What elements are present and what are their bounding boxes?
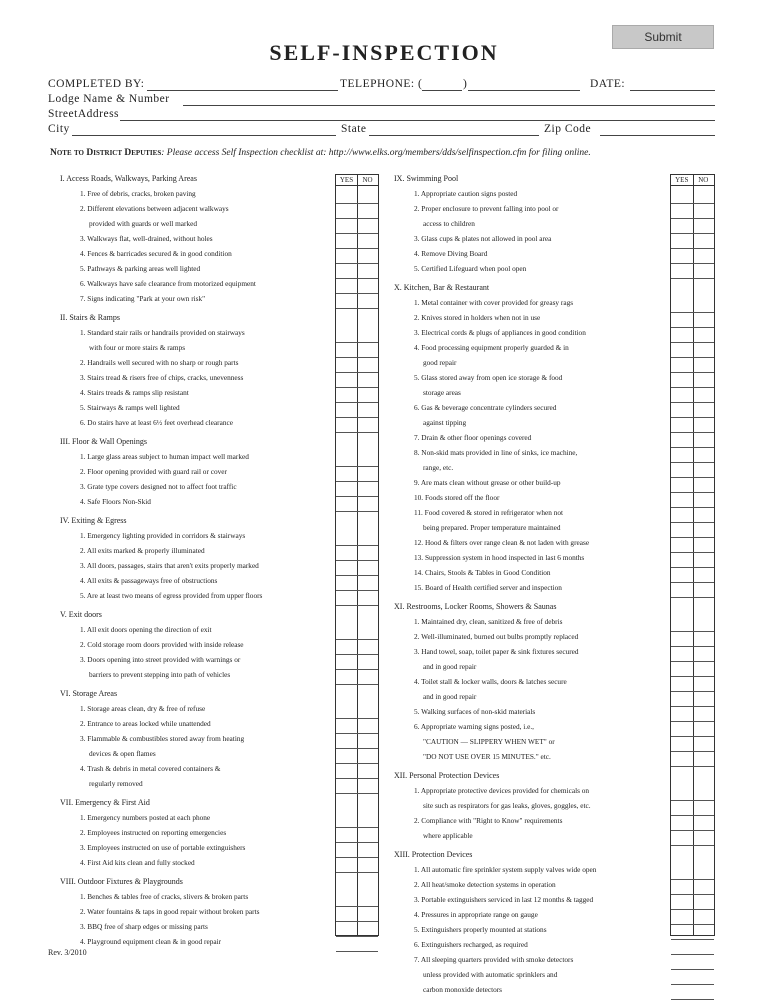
checklist-item: 3. Employees instructed on use of portable extinguishers xyxy=(80,843,246,852)
checklist-item: 11. Food covered & stored in refrigerator when not xyxy=(414,508,564,517)
checklist-item: 3. Grate type covers designed not to affect foot traffic xyxy=(80,482,237,491)
checklist-item: 3. Doors opening into street provided with warnings or xyxy=(80,655,241,664)
grid-row-line xyxy=(671,447,714,448)
lodge-label: Lodge Name & Number xyxy=(48,93,170,105)
grid-row-line xyxy=(336,342,378,343)
checklist-item: 6. Do stairs have at least 6½ feet overhead clearance xyxy=(80,418,233,427)
grid-row-line xyxy=(336,481,378,482)
grid-row-line xyxy=(671,691,714,692)
checklist-item-continued: unless provided with automatic sprinklers and xyxy=(423,970,558,979)
checklist-item: 4. Trash & debris in metal covered containers & xyxy=(80,764,221,773)
checklist-item-continued: regularly removed xyxy=(89,779,143,788)
checklist-item: 2. All heat/smoke detection systems in operation xyxy=(414,880,556,889)
section-title: VIII. Outdoor Fixtures & Playgrounds xyxy=(60,877,183,886)
grid-row-line xyxy=(671,537,714,538)
grid-row-line xyxy=(671,327,714,328)
grid-row-line xyxy=(671,248,714,249)
checklist-item: 6. Walkways have safe clearance from motorized equipment xyxy=(80,279,256,288)
checklist-item: 5. Stairways & ramps well lighted xyxy=(80,403,180,412)
checklist-item: 5. Extinguishers properly mounted at stations xyxy=(414,925,547,934)
checklist-item: 2. Compliance with "Right to Know" requirements xyxy=(414,816,563,825)
grid-row-line xyxy=(671,597,714,598)
grid-row-line xyxy=(336,872,378,873)
completed-by-label: COMPLETED BY: xyxy=(48,78,145,90)
grid-row-line xyxy=(671,263,714,264)
grid-row-line xyxy=(671,954,714,955)
grid-row-line xyxy=(671,845,714,846)
grid-row-line xyxy=(336,605,378,606)
checklist-item: 4. Toilet stall & locker walls, doors & latches secure xyxy=(414,677,567,686)
grid-row-line xyxy=(671,939,714,940)
grid-row-line xyxy=(671,969,714,970)
state-field[interactable] xyxy=(369,135,539,136)
lodge-field[interactable] xyxy=(183,105,715,106)
city-field[interactable] xyxy=(72,135,336,136)
checklist-item-continued: and in good repair xyxy=(423,692,477,701)
checklist-item: 4. Food processing equipment properly guarded & in xyxy=(414,343,569,352)
grid-row-line xyxy=(336,278,378,279)
note-text: : Please access Self Inspection checklist at: http://www.elks.org/members/dds/selfinspection.cfm for filing online. xyxy=(161,148,591,158)
grid-row-line xyxy=(336,921,378,922)
checklist-item: 1. Benches & tables free of cracks, slivers & broken parts xyxy=(80,892,249,901)
checklist-item-continued: being prepared. Proper temperature maintained xyxy=(423,523,561,532)
checklist-item: 5. Certified Lifeguard when pool open xyxy=(414,264,527,273)
grid-row-line xyxy=(671,233,714,234)
checklist-item: 4. First Aid kits clean and fully stocked xyxy=(80,858,195,867)
grid-row-line xyxy=(336,496,378,497)
section-title: V. Exit doors xyxy=(60,610,102,619)
grid-row-line xyxy=(336,906,378,907)
grid-row-line xyxy=(336,560,378,561)
grid-row-line xyxy=(671,203,714,204)
checklist-item-continued: against tipping xyxy=(423,418,467,427)
section-title: II. Stairs & Ramps xyxy=(60,313,120,322)
checklist-item: 4. Safe Floors Non-Skid xyxy=(80,497,151,506)
section-title: VII. Emergency & First Aid xyxy=(60,798,150,807)
checklist-item: 1. Appropriate protective devices provided for chemicals on xyxy=(414,786,590,795)
section-title: XIII. Protection Devices xyxy=(394,850,473,859)
checklist-item-continued: range, etc. xyxy=(423,463,454,472)
grid-row-line xyxy=(336,778,378,779)
checklist-item: 3. Hand towel, soap, toilet paper & sink fixtures secured xyxy=(414,647,579,656)
grid-row-line xyxy=(671,582,714,583)
checklist-item: 4. Playground equipment clean & in good repair xyxy=(80,937,222,946)
checklist-item-continued: good repair xyxy=(423,358,457,367)
grid-row-line xyxy=(336,248,378,249)
checklist-item: 1. Metal container with cover provided for greasy rags xyxy=(414,298,574,307)
section-title: I. Access Roads, Walkways, Parking Areas xyxy=(60,174,197,183)
no-header: NO xyxy=(362,176,373,184)
grid-row-line xyxy=(671,736,714,737)
grid-row-line xyxy=(671,342,714,343)
grid-row-line xyxy=(336,402,378,403)
grid-divider xyxy=(693,175,694,935)
checklist-item: 7. Signs indicating "Park at your own risk" xyxy=(80,294,206,303)
telephone-area-field[interactable] xyxy=(422,90,462,91)
district-deputies-note xyxy=(50,148,591,158)
checklist-item: 5. Pathways & parking areas well lighted xyxy=(80,264,201,273)
grid-row-line xyxy=(671,815,714,816)
grid-row-line xyxy=(671,706,714,707)
checklist-item: 5. Glass stored away from open ice storage & food xyxy=(414,373,563,382)
grid-row-line xyxy=(336,763,378,764)
section-title: VI. Storage Areas xyxy=(60,689,118,698)
grid-row-line xyxy=(336,842,378,843)
date-label: DATE: xyxy=(590,78,626,90)
grid-row-line xyxy=(671,218,714,219)
checklist-item-continued: storage areas xyxy=(423,388,461,397)
checklist-item: 3. All doors, passages, stairs that aren't exits properly marked xyxy=(80,561,259,570)
section-title: XI. Restrooms, Locker Rooms, Showers & Saunas xyxy=(394,602,557,611)
grid-row-line xyxy=(336,669,378,670)
no-header: NO xyxy=(698,176,709,184)
checklist-item: 1. Emergency numbers posted at each phone xyxy=(80,813,211,822)
grid-row-line xyxy=(671,278,714,279)
grid-row-line xyxy=(336,293,378,294)
checklist-item: 3. Flammable & combustibles stored away from heating xyxy=(80,734,245,743)
grid-row-line xyxy=(671,387,714,388)
grid-row-line xyxy=(336,357,378,358)
grid-row-line xyxy=(671,766,714,767)
section-title: IX. Swimming Pool xyxy=(394,174,459,183)
zip-label: Zip Code xyxy=(544,123,592,135)
right-yes-no-grid[interactable] xyxy=(670,174,715,936)
checklist-item-continued: provided with guards or well marked xyxy=(89,219,198,228)
grid-row-line xyxy=(336,718,378,719)
grid-row-line xyxy=(671,462,714,463)
grid-row-line xyxy=(336,203,378,204)
grid-row-line xyxy=(336,857,378,858)
checklist-item: 4. Pressures in appropriate range on gauge xyxy=(414,910,538,919)
checklist-item: 1. Maintained dry, clean, sanitized & free of debris xyxy=(414,617,563,626)
grid-row-line xyxy=(671,312,714,313)
grid-row-line xyxy=(336,417,378,418)
grid-row-line xyxy=(671,492,714,493)
checklist-item: 2. Employees instructed on reporting emergencies xyxy=(80,828,227,837)
checklist-item: 3. Glass cups & plates not allowed in pool area xyxy=(414,234,552,243)
grid-row-line xyxy=(336,387,378,388)
grid-row-line xyxy=(336,590,378,591)
checklist-item: 1. All exit doors opening the direction of exit xyxy=(80,625,212,634)
checklist-item: 2. Cold storage room doors provided with inside release xyxy=(80,640,244,649)
checklist-item: 2. Handrails well secured with no sharp or rough parts xyxy=(80,358,239,367)
grid-row-line xyxy=(671,984,714,985)
checklist-item: 5. Are at least two means of egress provided from upper floors xyxy=(80,591,263,600)
grid-row-line xyxy=(671,661,714,662)
grid-row-line xyxy=(671,417,714,418)
grid-row-line xyxy=(336,432,378,433)
checklist-item: 6. Appropriate warning signs posted, i.e., xyxy=(414,722,534,731)
grid-row-line xyxy=(671,646,714,647)
checklist-item: 2. Entrance to areas locked while unattended xyxy=(80,719,211,728)
checklist-item: 3. Portable extinguishers serviced in last 12 months & tagged xyxy=(414,895,594,904)
checklist-item-continued: access to children xyxy=(423,219,475,228)
grid-row-line xyxy=(671,676,714,677)
grid-row-line xyxy=(336,511,378,512)
grid-row-line xyxy=(336,218,378,219)
left-yes-no-grid[interactable] xyxy=(335,174,379,936)
checklist-item-continued: devices & open flames xyxy=(89,749,156,758)
street-field[interactable] xyxy=(120,120,715,121)
checklist-item: 7. All sleeping quarters provided with smoke detectors xyxy=(414,955,574,964)
checklist-item: 4. All exits & passageways free of obstructions xyxy=(80,576,218,585)
grid-row-line xyxy=(336,639,378,640)
checklist-item-continued: "DO NOT USE OVER 15 MINUTES." etc. xyxy=(423,752,551,761)
grid-row-line xyxy=(671,507,714,508)
telephone-label: TELEPHONE: ( xyxy=(340,78,423,90)
checklist-item: 1. Emergency lighting provided in corridors & stairways xyxy=(80,531,246,540)
checklist-item-continued: with four or more stairs & ramps xyxy=(89,343,186,352)
grid-row-line xyxy=(671,357,714,358)
grid-row-line xyxy=(336,793,378,794)
checklist-item: 1. Storage areas clean, dry & free of refuse xyxy=(80,704,206,713)
checklist-item: 2. Different elevations between adjacent walkways xyxy=(80,204,229,213)
grid-row-line xyxy=(671,721,714,722)
checklist-item: 4. Fences & barricades secured & in good condition xyxy=(80,249,232,258)
checklist-item: 4. Stairs treads & ramps slip resistant xyxy=(80,388,189,397)
grid-row-line xyxy=(671,830,714,831)
checklist-item: 2. All exits marked & properly illuminated xyxy=(80,546,205,555)
grid-row-line xyxy=(336,748,378,749)
grid-row-line xyxy=(671,402,714,403)
grid-row-line xyxy=(671,800,714,801)
section-title: III. Floor & Wall Openings xyxy=(60,437,147,446)
checklist-item: 2. Well-illuminated, burned out bulbs promptly replaced xyxy=(414,632,579,641)
checklist-item: 1. Free of debris, cracks, broken paving xyxy=(80,189,196,198)
checklist-item: 13. Suppression system in hood inspected in last 6 months xyxy=(414,553,585,562)
checklist-item: 2. Knives stored in holders when not in use xyxy=(414,313,541,322)
grid-row-line xyxy=(671,924,714,925)
zip-field[interactable] xyxy=(600,135,715,136)
grid-row-line xyxy=(671,751,714,752)
grid-row-line xyxy=(336,684,378,685)
grid-row-line xyxy=(671,631,714,632)
checklist-item-continued: "CAUTION — SLIPPERY WHEN WET" or xyxy=(423,737,555,746)
grid-row-line xyxy=(336,233,378,234)
checklist-item-continued: carbon monoxide detectors xyxy=(423,985,503,994)
checklist-item: 4. Remove Diving Board xyxy=(414,249,488,258)
note-label: Note to District Deputies xyxy=(50,148,162,158)
completed-by-field[interactable] xyxy=(147,90,338,91)
city-label: City xyxy=(48,123,70,135)
grid-row-line xyxy=(671,522,714,523)
grid-row-line xyxy=(336,263,378,264)
grid-row-line xyxy=(336,575,378,576)
state-label: State xyxy=(341,123,367,135)
checklist-item: 1. All automatic fire sprinkler system supply valves wide open xyxy=(414,865,597,874)
checklist-item: 3. Walkways flat, well-drained, without holes xyxy=(80,234,213,243)
grid-divider xyxy=(357,175,358,935)
grid-row-line xyxy=(336,372,378,373)
checklist-item: 10. Foods stored off the floor xyxy=(414,493,500,502)
checklist-item: 14. Chairs, Stools & Tables in Good Condition xyxy=(414,568,551,577)
grid-row-line xyxy=(671,552,714,553)
checklist-item: 5. Walking surfaces of non-skid materials xyxy=(414,707,536,716)
yes-header: YES xyxy=(339,176,354,184)
checklist-item: 15. Board of Health certified server and inspection xyxy=(414,583,562,592)
checklist-item: 1. Large glass areas subject to human impact well marked xyxy=(80,452,249,461)
grid-row-line xyxy=(671,909,714,910)
checklist-item: 1. Standard stair rails or handrails provided on stairways xyxy=(80,328,245,337)
checklist-item: 6. Gas & beverage concentrate cylinders secured xyxy=(414,403,557,412)
yes-header: YES xyxy=(675,176,689,184)
section-title: XII. Personal Protection Devices xyxy=(394,771,500,780)
revision-label: Rev. 3/2010 xyxy=(48,948,87,957)
telephone-field[interactable] xyxy=(468,90,580,91)
submit-button[interactable]: Submit xyxy=(612,25,714,49)
checklist-item: 8. Non-skid mats provided in line of sinks, ice machine, xyxy=(414,448,578,457)
checklist-item: 2. Floor opening provided with guard rail or cover xyxy=(80,467,227,476)
grid-row-line xyxy=(336,466,378,467)
section-title: X. Kitchen, Bar & Restaurant xyxy=(394,283,490,292)
checklist-item: 2. Proper enclosure to prevent falling into pool or xyxy=(414,204,559,213)
checklist-item-continued: where applicable xyxy=(423,831,473,840)
checklist-item-continued: site such as respirators for gas leaks, gloves, goggles, etc. xyxy=(423,801,591,810)
checklist-item: 6. Extinguishers recharged, as required xyxy=(414,940,528,949)
grid-row-line xyxy=(336,827,378,828)
checklist-item: 12. Hood & filters over range clean & not laden with grease xyxy=(414,538,590,547)
checklist-item-continued: and in good repair xyxy=(423,662,477,671)
grid-row-line xyxy=(336,951,378,952)
checklist-item: 2. Water fountains & taps in good repair without broken parts xyxy=(80,907,260,916)
grid-row-line xyxy=(671,477,714,478)
grid-row-line xyxy=(336,545,378,546)
checklist-item: 3. Stairs tread & risers free of chips, cracks, unevenness xyxy=(80,373,244,382)
grid-row-line xyxy=(336,308,378,309)
telephone-close-paren: ) xyxy=(463,78,468,90)
grid-row-line xyxy=(671,567,714,568)
checklist-item: 3. Electrical cords & plugs of appliances in good condition xyxy=(414,328,586,337)
checklist-item: 7. Drain & other floor openings covered xyxy=(414,433,532,442)
checklist-item-continued: barriers to prevent stepping into path of vehicles xyxy=(89,670,231,679)
page-title: SELF-INSPECTION xyxy=(269,40,499,65)
street-label: StreetAddress xyxy=(48,108,120,120)
checklist-item: 1. Appropriate caution signs posted xyxy=(414,189,518,198)
grid-row-line xyxy=(671,432,714,433)
grid-row-line xyxy=(336,733,378,734)
date-field[interactable] xyxy=(630,90,715,91)
grid-row-line xyxy=(671,879,714,880)
checklist-item: 9. Are mats clean without grease or other build-up xyxy=(414,478,561,487)
checklist-item: 3. BBQ free of sharp edges or missing parts xyxy=(80,922,208,931)
grid-row-line xyxy=(336,654,378,655)
grid-row-line xyxy=(336,936,378,937)
grid-row-line xyxy=(671,372,714,373)
section-title: IV. Exiting & Egress xyxy=(60,516,127,525)
grid-row-line xyxy=(671,894,714,895)
